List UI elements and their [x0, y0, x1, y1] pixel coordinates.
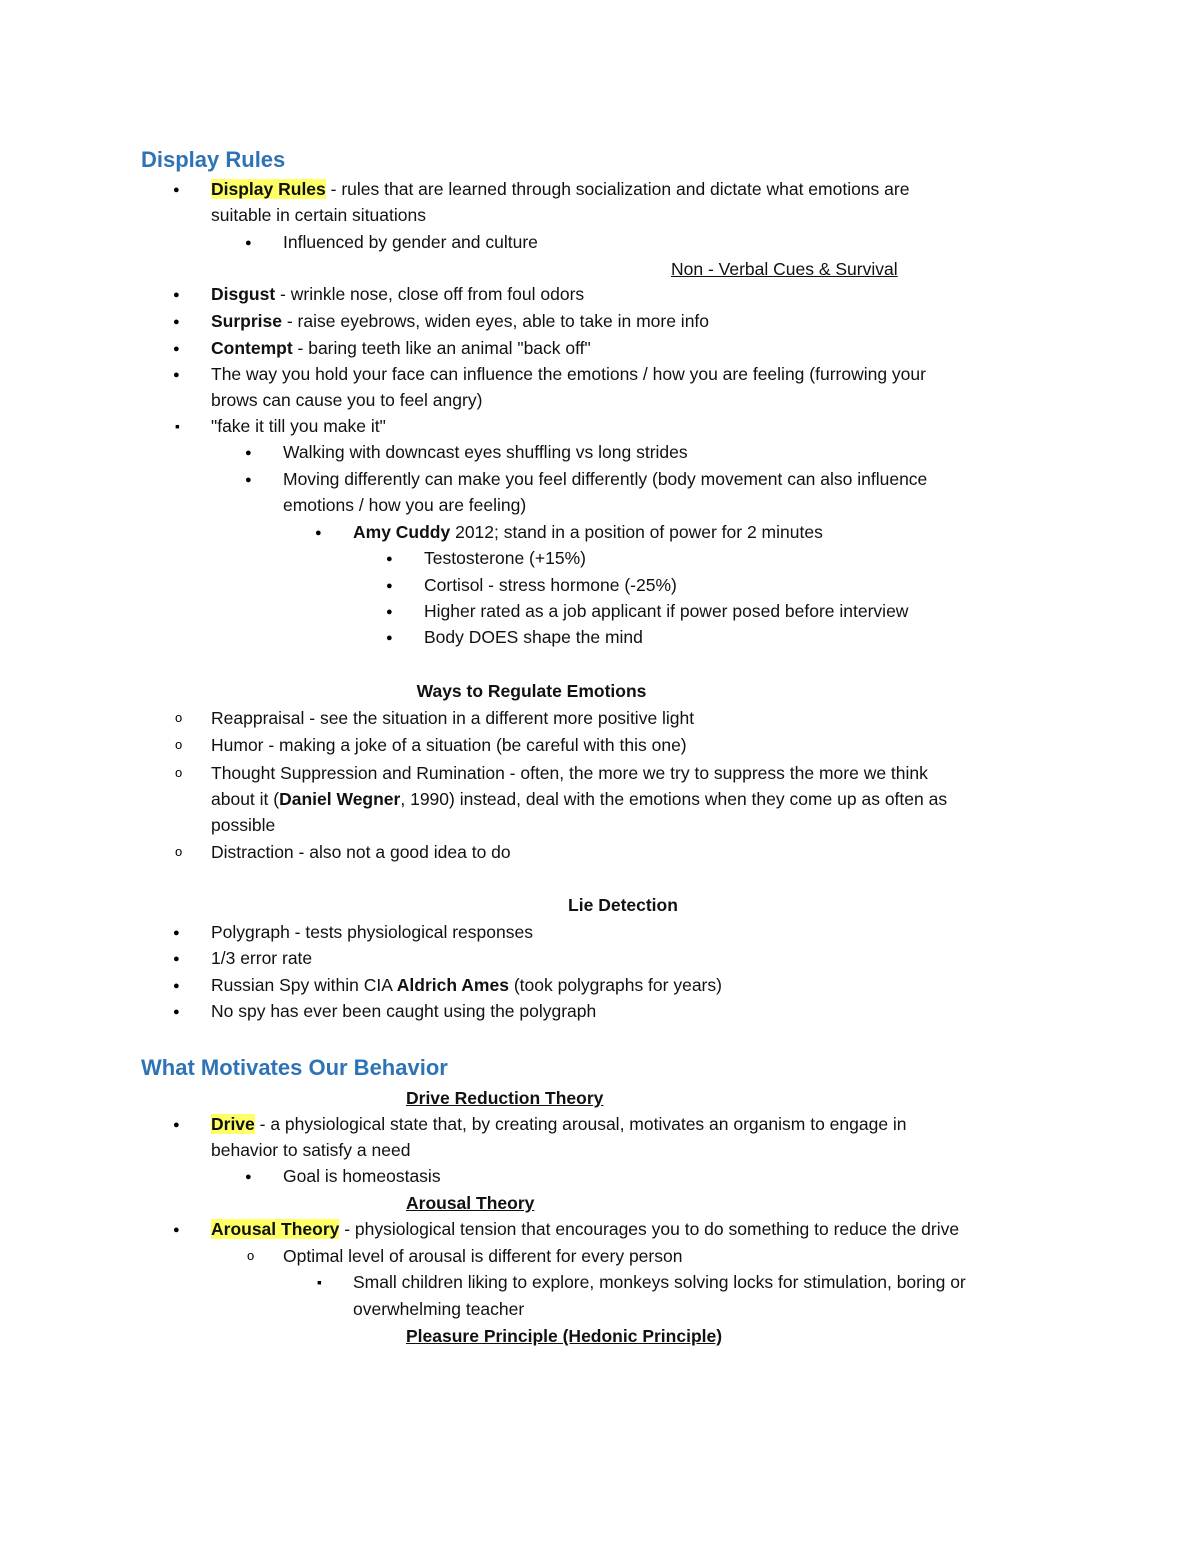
list-item-thought-suppression: Thought Suppression and Rumination - often, the more we try to suppress the more we think	[211, 763, 928, 783]
bullet-icon	[173, 362, 195, 387]
bullet-icon	[173, 1217, 195, 1242]
list-item-drive: Drive - a physiological state that, by creating arousal, motivates an organism to engage in	[211, 1114, 907, 1134]
circle-bullet-icon	[175, 733, 197, 757]
list-item-display-rules-def: Display Rules - rules that are learned through socialization and dictate what emotions are	[211, 179, 910, 199]
circle-bullet-icon	[175, 706, 197, 730]
subheading-lie-detection: Lie Detection	[568, 895, 678, 915]
circle-bullet-icon	[175, 840, 197, 864]
list-item-continuation: about it (Daniel Wegner, 1990) instead, deal with the emotions when they come up as often as	[211, 789, 948, 809]
list-item-moving: Moving differently can make you feel differently (body movement can also influence	[283, 469, 928, 489]
bullet-icon	[173, 282, 195, 307]
bullet-icon	[386, 546, 408, 571]
list-item-goal: Goal is homeostasis	[283, 1166, 441, 1186]
square-bullet-icon	[175, 414, 197, 439]
list-item-no-spy: No spy has ever been caught using the polygraph	[211, 1001, 597, 1021]
list-item-russian-spy: Russian Spy within CIA Aldrich Ames (took polygraphs for years)	[211, 975, 722, 995]
bullet-icon	[386, 625, 408, 650]
subheading-regulate-emotions: Ways to Regulate Emotions	[416, 681, 647, 701]
list-item-fake-it: "fake it till you make it"	[211, 416, 386, 436]
list-item-continuation: brows can cause you to feel angry)	[211, 390, 483, 410]
list-item-optimal: Optimal level of arousal is different for every person	[283, 1246, 683, 1266]
bullet-icon	[386, 599, 408, 624]
list-item-error-rate: 1/3 error rate	[211, 948, 313, 968]
bullet-icon	[173, 946, 195, 971]
list-item-humor: Humor - making a joke of a situation (be careful with this one)	[211, 735, 687, 755]
bullet-icon	[245, 467, 267, 492]
list-item-face: The way you hold your face can influence the emotions / how you are feeling (furrowing your	[211, 364, 926, 384]
highlighted-term: Arousal Theory	[211, 1219, 340, 1239]
bullet-icon	[315, 520, 337, 545]
list-item-continuation: suitable in certain situations	[211, 205, 426, 225]
circle-bullet-icon	[247, 1244, 269, 1268]
list-item-continuation: emotions / how you are feeling)	[283, 495, 527, 515]
subheading-nonverbal: Non - Verbal Cues & Survival	[671, 259, 898, 279]
list-item-testosterone: Testosterone (+15%)	[424, 548, 586, 568]
bullet-icon	[386, 573, 408, 598]
list-item-small-children: Small children liking to explore, monkeys solving locks for stimulation, boring or	[353, 1272, 966, 1292]
highlighted-term: Drive	[211, 1114, 255, 1134]
list-item-body-shapes-mind: Body DOES shape the mind	[424, 627, 643, 647]
bullet-icon	[245, 230, 267, 255]
bullet-icon	[173, 177, 195, 202]
list-item-arousal: Arousal Theory - physiological tension that encourages you to do something to reduce the drive	[211, 1219, 960, 1239]
list-item-reappraisal: Reappraisal - see the situation in a different more positive light	[211, 708, 695, 728]
list-item-surprise: Surprise - raise eyebrows, widen eyes, able to take in more info	[211, 311, 710, 331]
list-item-continuation: behavior to satisfy a need	[211, 1140, 411, 1160]
square-bullet-icon	[317, 1270, 339, 1295]
list-item-contempt: Contempt - baring teeth like an animal "back off"	[211, 338, 591, 358]
section-heading-motivation: What Motivates Our Behavior	[141, 1055, 448, 1080]
list-item-higher-rated: Higher rated as a job applicant if power posed before interview	[424, 601, 909, 621]
list-item-cortisol: Cortisol - stress hormone (-25%)	[424, 575, 677, 595]
bullet-icon	[245, 1164, 267, 1189]
list-item-distraction: Distraction - also not a good idea to do	[211, 842, 511, 862]
list-item-continuation: overwhelming teacher	[353, 1299, 525, 1319]
bullet-icon	[173, 1112, 195, 1137]
subheading-arousal-theory: Arousal Theory	[406, 1193, 535, 1213]
bullet-icon	[173, 309, 195, 334]
list-item-influenced: Influenced by gender and culture	[283, 232, 538, 252]
bullet-icon	[173, 920, 195, 945]
bullet-icon	[173, 999, 195, 1024]
subheading-pleasure-principle: Pleasure Principle (Hedonic Principle)	[406, 1326, 723, 1346]
highlighted-term: Display Rules	[211, 179, 326, 199]
list-item-walking: Walking with downcast eyes shuffling vs long strides	[283, 442, 688, 462]
list-item-amy-cuddy: Amy Cuddy 2012; stand in a position of power for 2 minutes	[353, 522, 823, 542]
list-item-disgust: Disgust - wrinkle nose, close off from foul odors	[211, 284, 585, 304]
bullet-icon	[173, 973, 195, 998]
circle-bullet-icon	[175, 761, 197, 785]
bullet-icon	[173, 336, 195, 361]
bullet-icon	[245, 440, 267, 465]
subheading-drive-reduction: Drive Reduction Theory	[406, 1088, 604, 1108]
list-item-continuation: possible	[211, 815, 276, 835]
section-heading-display-rules: Display Rules	[141, 147, 286, 172]
list-item-polygraph: Polygraph - tests physiological responses	[211, 922, 533, 942]
